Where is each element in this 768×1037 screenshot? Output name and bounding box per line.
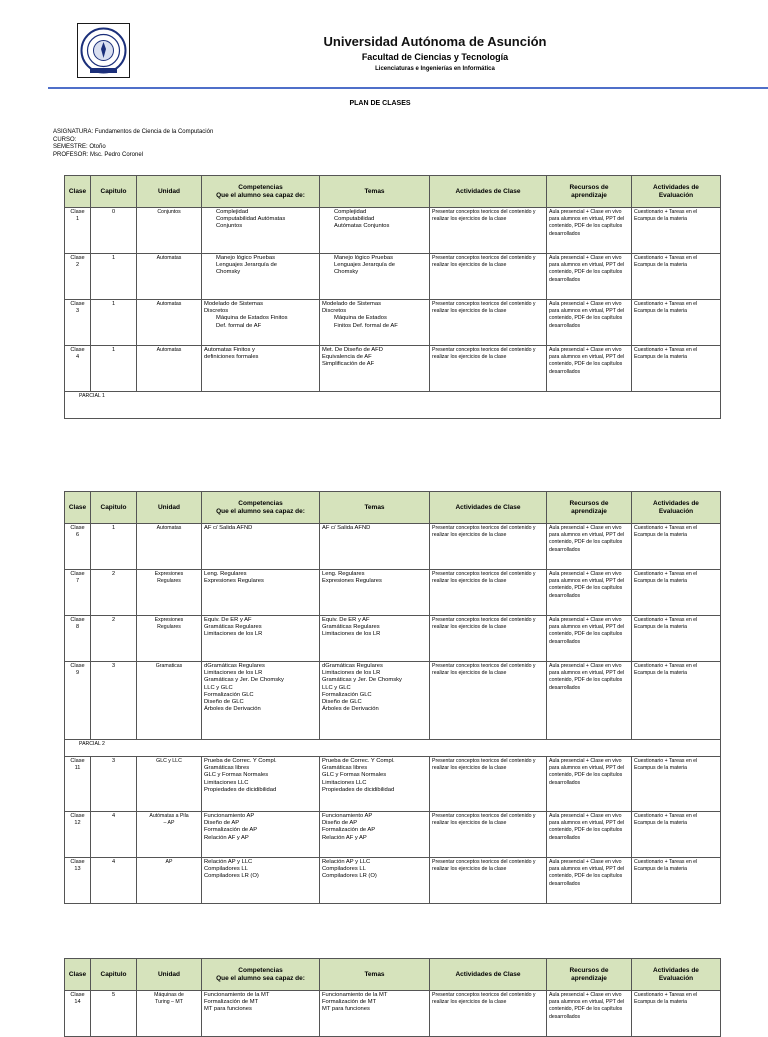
col-competencias: Competencias Que el alumno sea capaz de:: [202, 176, 320, 208]
meta-asignatura: ASIGNATURA: Fundamentos de Ciencia de la Computación: [53, 129, 214, 135]
table-row: Clase 4 1 Automatas Automatas Finitos y definiciones formales Met. De Diseño de AFD Equivalencia de AF Simplificación de AF Presentar conceptos teoricos del contenido y realizar los ejercicios de la clase Aula presencial + Clase en vivo para alumnos en virtual, PPT del contenido, PDF de los capítulos desarrollados Cuestionario + Tareas en el Ecampus de la materia: [65, 346, 721, 392]
col-temas: Temas: [320, 492, 430, 524]
university-logo: [77, 23, 130, 78]
col-unidad: Unidad: [137, 959, 202, 991]
plan-table-3: [64, 958, 721, 1037]
col-competencias: Competencias Que el alumno sea capaz de:: [202, 959, 320, 991]
table-header-row: [65, 176, 721, 208]
table-row: Clase 13 4 AP Relación AP y LLC Compiladores LL Compiladores LR (O) Relación AP y LLC Compiladores LL Compiladores LR (O) Presentar conceptos teoricos del contenido y realizar los ejercicios de la clase Aula presencial + Clase en vivo para alumnos en virtual, PPT del contenido, PDF de los capítulos desarrollados Cuestionario + Tareas en el Ecampus de la materia: [65, 858, 721, 904]
col-recursos: Recursos de aprendizaje: [547, 176, 632, 208]
col-competencias: Competencias Que el alumno sea capaz de:: [202, 492, 320, 524]
page-title: PLAN DE CLASES: [349, 100, 411, 107]
col-unidad: Unidad: [137, 492, 202, 524]
course-meta: [53, 129, 213, 159]
table-header-row: [65, 959, 721, 991]
meta-curso: CURSO:: [53, 136, 77, 143]
col-actividades: Actividades de Clase: [430, 959, 547, 991]
parcial-row: PARCIAL 2: [65, 740, 721, 757]
faculty-name: Facultad de Ciencias y Tecnología: [361, 52, 509, 62]
table-row: Clase 3 1 Automatas Modelado de Sistemas Discretos Máquina de Estados Finitos Def. formal de AF Modelado de Sistemas Discretos Máquina de Estados Finitos Def. formal de AF Presentar conceptos teoricos del contenido y realizar los ejercicios de la clase Aula presencial + Clase en vivo para alumnos en virtual, PPT del contenido, PDF de los capítulos desarrollados Cuestionario + Tareas en el Ecampus de la materia: [65, 300, 721, 346]
degrees-subtitle: Licenciaturas e Ingenierías en Informática: [375, 66, 495, 72]
meta-semestre: SEMESTRE: Otoño: [53, 144, 106, 150]
table-row: Clase 7 2 Expresiones Regulares Leng. Regulares Expresiones Regulares Leng. Regulares Expresiones Regulares Presentar conceptos teoricos del contenido y realizar los ejercicios de la clase Aula presencial + Clase en vivo para alumnos en virtual, PPT del contenido, PDF de los capítulos desarrollados Cuestionario + Tareas en el Ecampus de la materia: [65, 570, 721, 616]
plan-table-1: [64, 175, 721, 419]
table-row: Clase 11 3 GLC y LLC Prueba de Correc. Y Compl. Gramáticas libres GLC y Formas Normales Limitaciones LLC Propiedades de dicidibilidad Prueba de Correc. Y Compl. Gramáticas libres GLC y Formas Normales Limitaciones LLC Propiedades de dicidibilidad Presentar conceptos teoricos del contenido y realizar los ejercicios de la clase Aula presencial + Clase en vivo para alumnos en virtual, PPT del contenido, PDF de los capítulos desarrollados Cuestionario + Tareas en el Ecampus de la materia: [65, 757, 721, 812]
col-recursos: Recursos de aprendizaje: [547, 492, 632, 524]
col-evaluacion: Actividades de Evaluación: [632, 176, 721, 208]
table-row: Clase 9 3 Gramaticas dGramáticas Regulares Limitaciones de los LR Gramáticas y Jer. De Chomsky LLC y GLC Formalización GLC Diseño de GLC Árboles de Derivación dGramáticas Regulares Limitaciones de los LR Gramáticas y Jer. De Chomsky LLC y GLC Formalización GLC Diseño de GLC Árboles de Derivación Presentar conceptos teoricos del contenido y realizar los ejercicios de la clase Aula presencial + Clase en vivo para alumnos en virtual, PPT del contenido, PDF de los capítulos desarrollados Cuestionario + Tareas en el Ecampus de la materia: [65, 662, 721, 740]
header-divider: [48, 87, 768, 89]
col-evaluacion: Actividades de Evaluación: [632, 492, 721, 524]
col-unidad: Unidad: [137, 176, 202, 208]
table-row: Clase 6 1 Automatas AF c/ Salida AFND AF c/ Salida AFND Presentar conceptos teoricos del contenido y realizar los ejercicios de la clase Aula presencial + Clase en vivo para alumnos en virtual, PPT del contenido, PDF de los capítulos desarrollados Cuestionario + Tareas en el Ecampus de la materia: [65, 524, 721, 570]
col-evaluacion: Actividades de Evaluación: [632, 959, 721, 991]
table-row: Clase 14 5 Máquinas de Turing – MT Funcionamiento de la MT Formalización de MT MT para funciones Funcionamiento de la MT Formalización de MT MT para funciones Presentar conceptos teoricos del contenido y realizar los ejercicios de la clase Aula presencial + Clase en vivo para alumnos en virtual, PPT del contenido, PDF de los capítulos desarrollados Cuestionario + Tareas en el Ecampus de la materia: [65, 991, 721, 1037]
table-header-row: [65, 492, 721, 524]
col-capitulo: Capitulo: [91, 176, 137, 208]
table-row: Clase 8 2 Expresiones Regulares Equiv. De ER y AF Gramáticas Regulares Limitaciones de los LR Equiv. De ER y AF Gramáticas Regulares Limitaciones de los LR Presentar conceptos teoricos del contenido y realizar los ejercicios de la clase Aula presencial + Clase en vivo para alumnos en virtual, PPT del contenido, PDF de los capítulos desarrollados Cuestionario + Tareas en el Ecampus de la materia: [65, 616, 721, 662]
table-row: Clase 12 4 Autómatas a Pila – AP Funcionamiento AP Diseño de AP Formalización de AP Relación AF y AP Funcionamiento AP Diseño de AP Formalización de AP Relación AF y AP Presentar conceptos teoricos del contenido y realizar los ejercicios de la clase Aula presencial + Clase en vivo para alumnos en virtual, PPT del contenido, PDF de los capítulos desarrollados Cuestionario + Tareas en el Ecampus de la materia: [65, 812, 721, 858]
col-clase: Clase: [65, 492, 91, 524]
university-name: Universidad Autónoma de Asunción: [323, 34, 547, 49]
col-capitulo: Capitulo: [91, 492, 137, 524]
col-actividades: Actividades de Clase: [430, 176, 547, 208]
col-clase: Clase: [65, 959, 91, 991]
parcial-row: PARCIAL 1: [65, 392, 721, 419]
meta-profesor: PROFESOR: Msc. Pedro Coronel: [53, 151, 144, 158]
col-temas: Temas: [320, 176, 430, 208]
col-temas: Temas: [320, 959, 430, 991]
col-clase: Clase: [65, 176, 91, 208]
plan-table-2: [64, 491, 721, 904]
col-capitulo: Capitulo: [91, 959, 137, 991]
table-row: Clase 1 0 Conjuntos Complejidad Computabilidad Autómatas Conjuntos Complejidad Computabilidad Autómatas Conjuntos Presentar conceptos teoricos del contenido y realizar los ejercicios de la clase Aula presencial + Clase en vivo para alumnos en virtual, PPT del contenido, PDF de los capítulos desarrollados Cuestionario + Tareas en el Ecampus de la materia: [65, 208, 721, 254]
col-actividades: Actividades de Clase: [430, 492, 547, 524]
table-row: Clase 2 1 Automatas Manejo lógico Pruebas Lenguajes Jerarquía de Chomsky Manejo lógico Pruebas Lenguajes Jerarquía de Chomsky Presentar conceptos teoricos del contenido y realizar los ejercicios de la clase Aula presencial + Clase en vivo para alumnos en virtual, PPT del contenido, PDF de los capítulos desarrollados Cuestionario + Tareas en el Ecampus de la materia: [65, 254, 721, 300]
col-recursos: Recursos de aprendizaje: [547, 959, 632, 991]
